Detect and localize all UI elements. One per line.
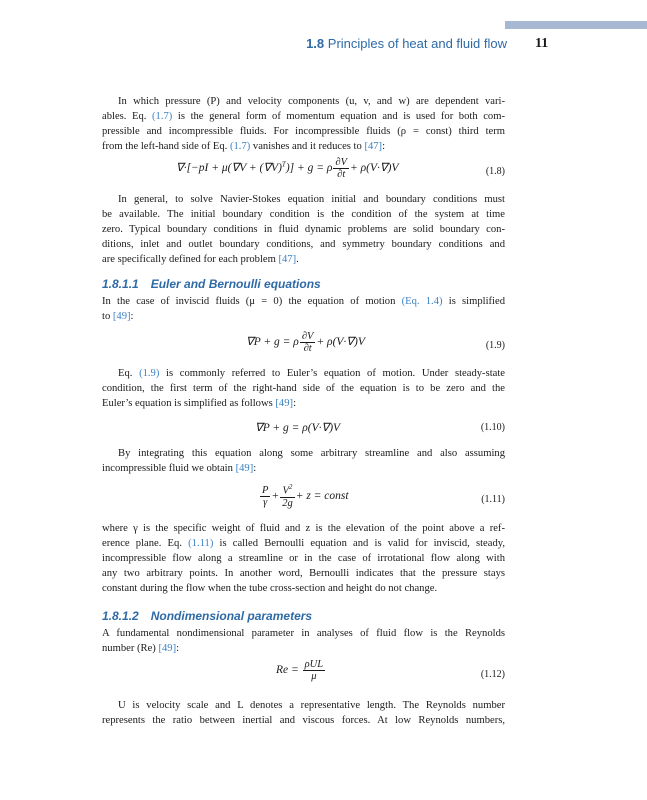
paragraph-reynolds-intro: A fundamental nondimensional parameter in analyses of fluid flow is the Reynolds number (Re) [49]: xyxy=(102,628,505,654)
citation-link[interactable]: [49] xyxy=(158,642,177,654)
eq-ref-link[interactable]: (1.7) xyxy=(152,110,173,122)
paragraph-reynolds-definition: U is velocity scale and L denotes a representative length. The Reynolds number represents the ratio between inertial and viscous forces. At low Reynolds numbers, xyxy=(102,700,505,726)
equation-number: (1.12) xyxy=(480,669,505,680)
citation-link[interactable]: [49] xyxy=(235,462,254,474)
page-number: 11 xyxy=(535,36,549,51)
paragraph-momentum: In which pressure (P) and velocity components (u, v, and w) are dependent vari- ables. Eq. (1.7) is the general form of momentum equation and is used for both com- pressible and incompressible fluids. For incompressible fluids (ρ = const) third term from the left-hand side of Eq. (1.7) vanishes and it reduces to [47]: xyxy=(102,96,505,152)
equation-1-8: $\nabla\cdot[-pI + \mu(\nabla V + (\nabla V)^T)] + g = \rho$ $\frac{\partial V}{\partial t}$ + ρ(V·∇)V (1.8) xyxy=(176,157,505,181)
equation-1-9: ∇P + g = ρ $\frac{\partial V}{\partial t}$ + ρ(V·∇)V (1.9) xyxy=(246,331,505,355)
equation-1-12: Re = $\frac{\text{ρUL}}{\mu}$ (1.12) xyxy=(276,659,505,683)
citation-link[interactable]: [47] xyxy=(364,140,383,152)
equation-1-10: ∇P + g = ρ(V·∇)V (1.10) xyxy=(255,422,505,434)
equation-number: (1.11) xyxy=(481,494,505,505)
eq-ref-link[interactable]: (Eq. 1.4) xyxy=(401,296,443,307)
citation-link[interactable]: [49] xyxy=(112,310,131,322)
eq-ref-link[interactable]: (1.11) xyxy=(188,537,214,549)
section-heading-nondimensional: 1.8.1.2 Nondimensional parameters xyxy=(102,609,313,623)
paragraph-inviscid: In the case of inviscid fluids (μ = 0) the equation of motion (Eq. 1.4) is simplified to [49]: xyxy=(102,296,505,322)
running-head-title: 1.8 Principles of heat and fluid flow xyxy=(306,36,507,51)
paragraph-integration: By integrating this equation along some arbitrary streamline and also assuming incompressible fluid we obtain [49]: xyxy=(102,448,505,474)
paragraph-boundary-conditions: In general, to solve Navier-Stokes equation initial and boundary conditions must be available. The initial boundary condition is the condition of the system at time zero. Typical boundary conditions in fluid dynamic problems are solid boundary con- ditions, inlet and outlet boundary conditions, and symmetry boundary conditions and are specifically defined for each problem [47]. xyxy=(102,194,505,265)
equation-number: (1.9) xyxy=(485,340,505,351)
equation-number: (1.8) xyxy=(485,166,505,177)
paragraph-bernoulli: where γ is the specific weight of fluid and z is the elevation of the point above a ref- erence plane. Eq. (1.11) is called Bernoulli equation and is valid for inviscid, steady, incompressible flow along a streamline or in the case of irrotational flow along with any two arbitrary points. In another word, Bernoulli indicates that the pressure stays constant during the flow when the tube cross-section and height do not change. xyxy=(102,523,505,594)
running-head xyxy=(0,36,647,56)
equation-number: (1.10) xyxy=(480,422,505,433)
equation-1-11: $\frac{P}{\gamma}$ + $\frac{V^2}{2g}$ + z = const (1.11) xyxy=(262,483,505,509)
section-heading-euler-bernoulli: 1.8.1.1 Euler and Bernoulli equations xyxy=(102,277,321,291)
eq-ref-link[interactable]: (1.7) xyxy=(229,140,251,152)
citation-link[interactable]: [47] xyxy=(278,253,297,265)
citation-link[interactable]: [49] xyxy=(275,397,294,409)
eq-ref-link[interactable]: (1.9) xyxy=(139,368,160,379)
header-accent-bar xyxy=(505,21,647,29)
paragraph-euler: Eq. (1.9) is commonly referred to Euler’s equation of motion. Under steady-state condition, the first term of the right-hand side of the equation is to be zero and the Euler’s equation is simplified as follows [49]: xyxy=(102,368,505,409)
